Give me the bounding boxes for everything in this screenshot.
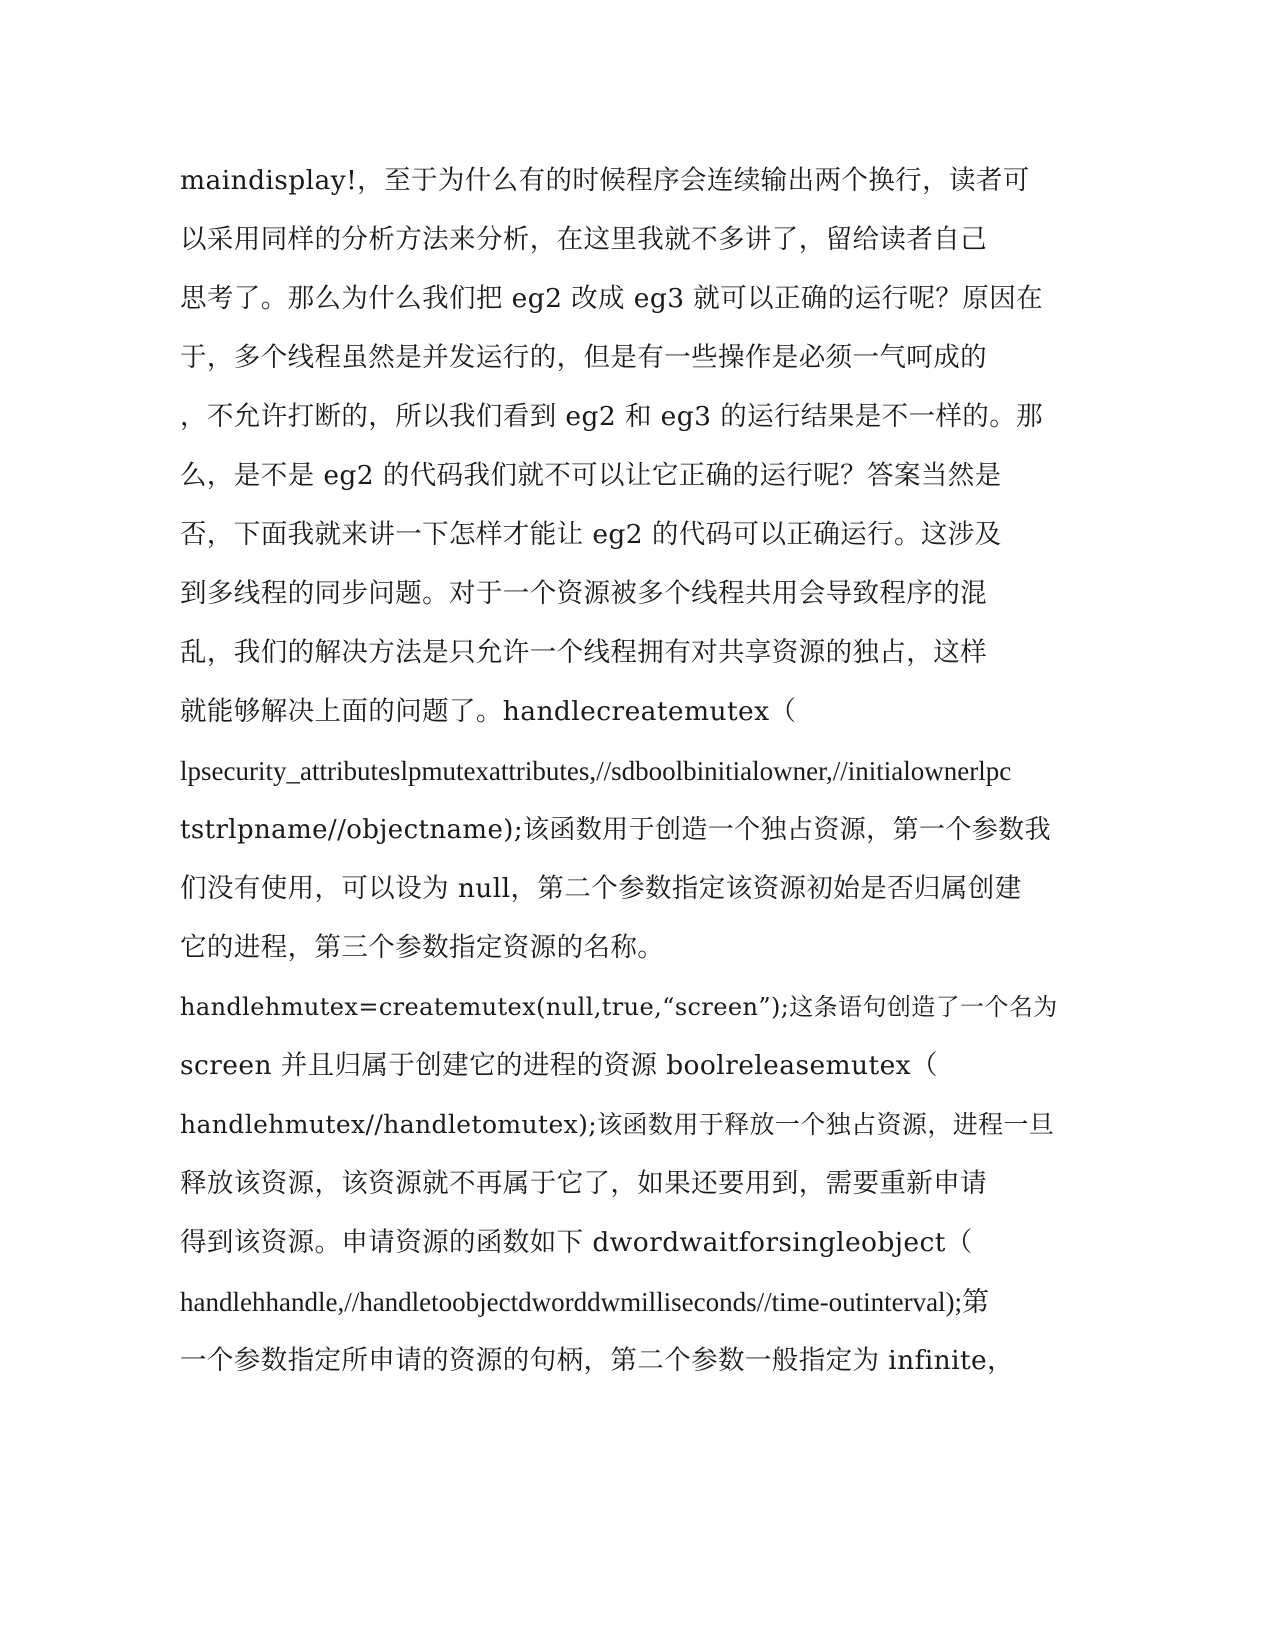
text-line: 就能够解决上面的问题了。handlecreatemutex（ <box>180 696 797 727</box>
text-line: tstrlpname//objectname);该函数用于创造一个独占资源，第一个参数我 <box>180 815 1051 845</box>
text-line: ，不允许打断的，所以我们看到 eg2 和 eg3 的运行结果是不一样的。那 <box>180 401 1044 432</box>
text-line: lpsecurity_attributeslpmutexattributes,//sdboolbinitialowner,//initialownerlpc <box>180 756 1012 786</box>
body-text <box>180 158 1060 1397</box>
text-line: 们没有使用，可以设为 null，第二个参数指定该资源初始是否归属创建 <box>180 873 1022 904</box>
text-line: screen 并且归属于创建它的进程的资源 boolreleasemutex（ <box>180 1050 938 1081</box>
text-line: maindisplay!，至于为什么有的时候程序会连续输出两个换行，读者可 <box>180 165 1030 196</box>
text-line: 乱，我们的解决方法是只允许一个线程拥有对共享资源的独占，这样 <box>180 637 987 668</box>
text-line: 得到该资源。申请资源的函数如下 dwordwaitforsingleobject（ <box>180 1227 973 1258</box>
text-line: 否，下面我就来讲一下怎样才能让 eg2 的代码可以正确运行。这涉及 <box>180 519 1002 550</box>
text-line: 以采用同样的分析方法来分析，在这里我就不多讲了，留给读者自己 <box>180 224 987 255</box>
text-line: handlehmutex=createmutex(null,true,“screen”);这条语句创造了一个名为 <box>180 993 1058 1021</box>
text-line: 么，是不是 eg2 的代码我们就不可以让它正确的运行呢？答案当然是 <box>180 460 1002 491</box>
text-line: 到多线程的同步问题。对于一个资源被多个线程共用会导致程序的混 <box>180 578 987 609</box>
text-line: handlehmutex//handletomutex);该函数用于释放一个独占资源，进程一旦 <box>180 1110 1055 1139</box>
text-line: handlehhandle,//handletoobjectdworddwmilliseconds//time-outinterval);第 <box>180 1287 990 1317</box>
text-line: 一个参数指定所申请的资源的句柄，第二个参数一般指定为 infinite， <box>180 1345 1015 1376</box>
text-line: 于，多个线程虽然是并发运行的，但是有一些操作是必须一气呵成的 <box>180 342 987 373</box>
text-line: 它的进程，第三个参数指定资源的名称。 <box>180 932 665 963</box>
text-line: 释放该资源，该资源就不再属于它了，如果还要用到，需要重新申请 <box>180 1168 987 1199</box>
text-line: 思考了。那么为什么我们把 eg2 改成 eg3 就可以正确的运行呢？原因在 <box>180 283 1044 314</box>
